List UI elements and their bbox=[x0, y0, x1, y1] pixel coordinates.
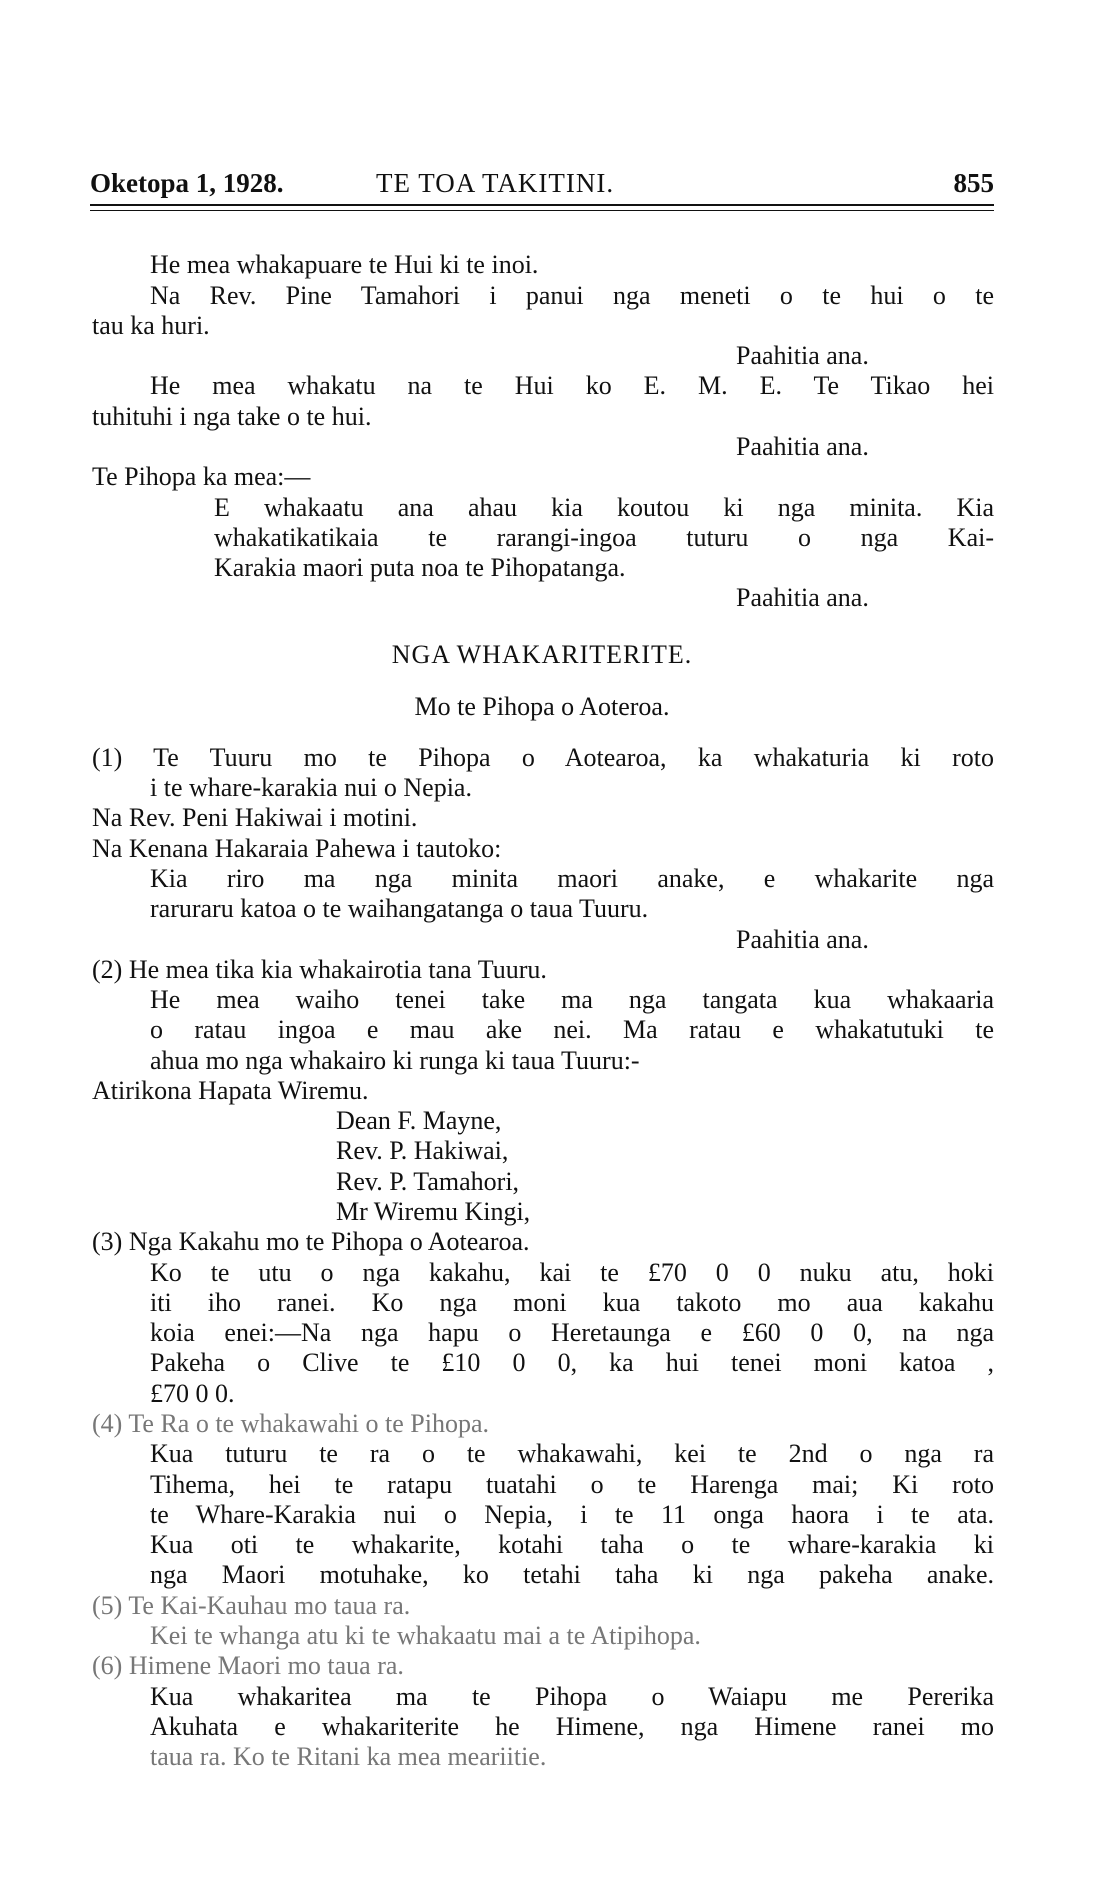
text-line: whakatikatikaia te rarangi-ingoa tuturu o nga Kai- bbox=[214, 523, 994, 552]
header-rule-bottom bbox=[90, 210, 994, 211]
text-line: Kua tuturu te ra o te whakawahi, kei te 2nd o nga ra bbox=[150, 1439, 994, 1468]
text-line: ahua mo nga whakairo ki runga ki taua Tuuru:- bbox=[150, 1046, 640, 1075]
text-line: Paahitia ana. bbox=[736, 583, 869, 612]
text-line: (3) Nga Kakahu mo te Pihopa o Aotearoa. bbox=[92, 1227, 530, 1256]
text-line: iti iho ranei. Ko nga moni kua takoto mo aua kakahu bbox=[150, 1288, 994, 1317]
text-line: koia enei:—Na nga hapu o Heretaunga e £60 0 0, na nga bbox=[150, 1318, 994, 1347]
text-line: (4) Te Ra o te whakawahi o te Pihopa. bbox=[92, 1409, 489, 1438]
header-title: TE TOA TAKITINI. bbox=[376, 168, 615, 198]
text-line: Akuhata e whakariterite he Himene, nga Himene ranei mo bbox=[150, 1712, 994, 1741]
page-header bbox=[90, 168, 994, 202]
text-line: Atirikona Hapata Wiremu. bbox=[92, 1076, 369, 1105]
text-line: Paahitia ana. bbox=[736, 432, 869, 461]
text-line: tuhituhi i nga take o te hui. bbox=[92, 402, 372, 431]
text-line: £70 0 0. bbox=[150, 1379, 235, 1408]
text-line: E whakaatu ana ahau kia koutou ki nga minita. Kia bbox=[214, 493, 994, 522]
text-line: Paahitia ana. bbox=[736, 341, 869, 370]
text-line: Na Rev. Peni Hakiwai i motini. bbox=[92, 803, 418, 832]
section-subheading: Mo te Pihopa o Aoteroa. bbox=[414, 692, 670, 721]
text-line: nga Maori motuhake, ko tetahi taha ki nga pakeha anake. bbox=[150, 1560, 994, 1589]
text-line: i te whare-karakia nui o Nepia. bbox=[150, 773, 472, 802]
text-line: Pakeha o Clive te £10 0 0, ka hui tenei moni katoa , bbox=[150, 1348, 994, 1377]
name-list-item: Dean F. Mayne, bbox=[336, 1106, 502, 1135]
section-heading: NGA WHAKARITERITE. bbox=[391, 640, 693, 669]
text-line: Kua whakaritea ma te Pihopa o Waiapu me Pererika bbox=[150, 1682, 994, 1711]
text-line: (5) Te Kai-Kauhau mo taua ra. bbox=[92, 1591, 411, 1620]
text-line: Paahitia ana. bbox=[736, 925, 869, 954]
text-line: Karakia maori puta noa te Pihopatanga. bbox=[214, 553, 626, 582]
text-line: Na Kenana Hakaraia Pahewa i tautoko: bbox=[92, 834, 502, 863]
text-line: tau ka huri. bbox=[92, 311, 210, 340]
text-line: Kua oti te whakarite, kotahi taha o te whare-karakia ki bbox=[150, 1530, 994, 1559]
header-date: Oketopa 1, 1928. bbox=[90, 168, 284, 198]
text-line: te Whare-Karakia nui o Nepia, i te 11 onga haora i te ata. bbox=[150, 1500, 994, 1529]
text-line: He mea waiho tenei take ma nga tangata kua whakaaria bbox=[150, 985, 994, 1014]
page-number: 855 bbox=[953, 168, 994, 198]
text-line: o ratau ingoa e mau ake nei. Ma ratau e whakatutuki te bbox=[150, 1015, 994, 1044]
text-line: He mea whakatu na te Hui ko E. M. E. Te Tikao hei bbox=[150, 371, 994, 400]
text-line: (6) Himene Maori mo taua ra. bbox=[92, 1651, 404, 1680]
name-list-item: Rev. P. Hakiwai, bbox=[336, 1136, 509, 1165]
text-line: taua ra. Ko te Ritani ka mea meariitie. bbox=[150, 1742, 547, 1771]
header-rule-top bbox=[90, 204, 994, 206]
text-line: Ko te utu o nga kakahu, kai te £70 0 0 nuku atu, hoki bbox=[150, 1258, 994, 1287]
name-list-item: Rev. P. Tamahori, bbox=[336, 1167, 520, 1196]
name-list-item: Mr Wiremu Kingi, bbox=[336, 1197, 531, 1226]
text-line: Kia riro ma nga minita maori anake, e whakarite nga bbox=[150, 864, 994, 893]
text-line: Te Pihopa ka mea:— bbox=[92, 462, 311, 491]
text-line: raruraru katoa o te waihangatanga o taua Tuuru. bbox=[150, 894, 649, 923]
text-line: (2) He mea tika kia whakairotia tana Tuuru. bbox=[92, 955, 547, 984]
text-line: He mea whakapuare te Hui ki te inoi. bbox=[150, 250, 539, 279]
text-line: Tihema, hei te ratapu tuatahi o te Harenga mai; Ki roto bbox=[150, 1470, 994, 1499]
text-line: Na Rev. Pine Tamahori i panui nga meneti o te hui o te bbox=[150, 281, 994, 310]
text-line: (1) Te Tuuru mo te Pihopa o Aotearoa, ka whakaturia ki roto bbox=[92, 743, 994, 772]
text-line: Kei te whanga atu ki te whakaatu mai a te Atipihopa. bbox=[150, 1621, 701, 1650]
